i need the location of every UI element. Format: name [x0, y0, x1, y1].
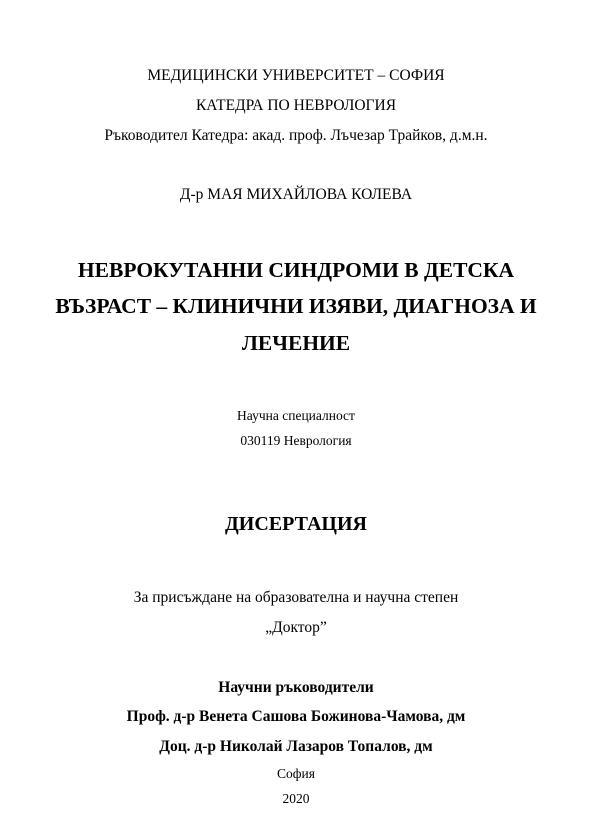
university-name: МЕДИЦИНСКИ УНИВЕРСИТЕТ – СОФИЯ [147, 67, 445, 84]
specialty-code: 030119 Неврология [240, 433, 352, 448]
author-name: Д-р МАЯ МИХАЙЛОВА КОЛЕВА [179, 186, 413, 203]
supervisor-first: Проф. д-р Венета Сашова Божинова-Чамова, дм [126, 708, 466, 725]
document-type: ДИСЕРТАЦИЯ [225, 513, 367, 535]
thesis-title-line-3: ЛЕЧЕНИЕ [241, 331, 351, 355]
city: София [277, 766, 315, 781]
thesis-title-line-2: ВЪЗРАСТ – КЛИНИЧНИ ИЗЯВИ, ДИАГНОЗА И [55, 294, 537, 318]
specialty-label: Научна специалност [237, 408, 355, 423]
thesis-title-line-1: НЕВРОКУТАННИ СИНДРОМИ В ДЕТСКА [77, 258, 515, 282]
year: 2020 [282, 791, 310, 806]
department-name: КАТЕДРА ПО НЕВРОЛОГИЯ [195, 97, 397, 114]
supervisors-heading: Научни ръководители [218, 679, 374, 696]
department-head: Ръководител Катедра: акад. проф. Лъчезар Трайков, д.м.н. [104, 127, 488, 144]
supervisor-second: Доц. д-р Николай Лазаров Топалов, дм [159, 738, 433, 755]
degree-name: „Доктор” [265, 619, 327, 636]
degree-purpose: За присъждане на образователна и научна степен [133, 589, 459, 606]
